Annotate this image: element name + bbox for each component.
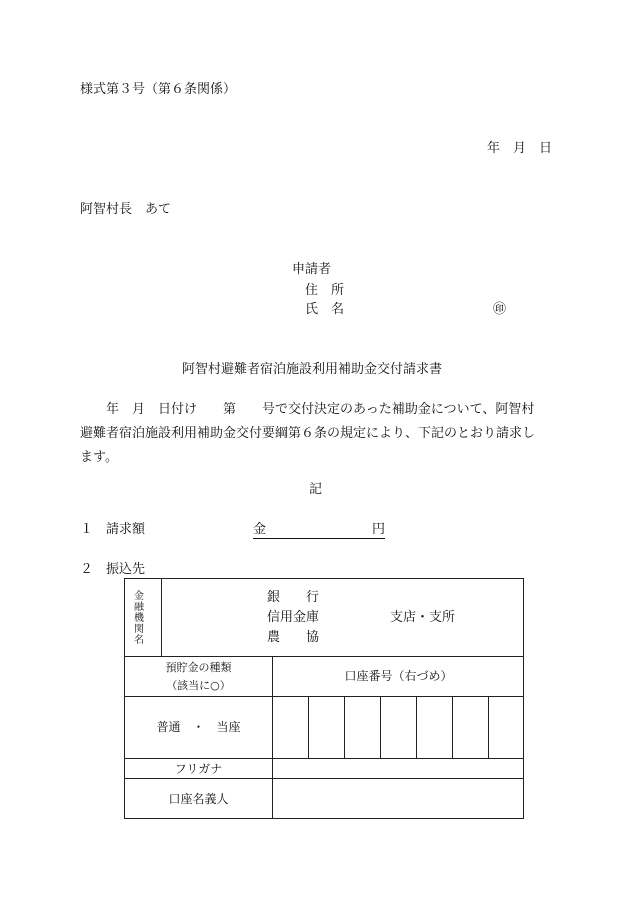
deposit-type-note: （該当に○） (166, 679, 231, 692)
item2-number: ２ (80, 562, 94, 577)
bank-transfer-table (124, 578, 524, 819)
applicant-heading: 申請者 (292, 262, 332, 277)
body-line: ます。 (80, 450, 118, 465)
body-line: 年 月 日付け 第 号で交付決定のあった補助金について、阿智村 (80, 402, 535, 417)
amount-prefix: 金 (253, 522, 267, 537)
body-paragraph (80, 398, 552, 470)
account-number-header: 口座番号（右づめ） (344, 669, 453, 683)
deposit-type-header: 預貯金の種類 (165, 661, 232, 674)
institution-bank: 銀 行 (267, 590, 320, 605)
account-number-input[interactable] (273, 697, 524, 758)
institution-label-char: 機 (134, 613, 144, 624)
date-line: 年 月 日 (487, 141, 553, 156)
institution-shinkin: 信用金庫 (267, 610, 320, 625)
body-line: 避難者宿泊施設利用補助金交付要綱第６条の規定により、下記のとおり請求し (80, 426, 536, 441)
account-holder-label: 口座名義人 (168, 792, 229, 806)
furigana-input[interactable] (273, 759, 524, 778)
item1-label: 請求額 (106, 522, 146, 537)
amount-field[interactable] (253, 523, 385, 539)
form-number: 様式第３号（第６条関係） (80, 82, 237, 97)
applicant-name-label: 氏 名 (305, 302, 345, 317)
addressee: 阿智村長 あて (80, 202, 172, 217)
institution-label (133, 591, 145, 646)
deposit-type-options[interactable]: 普通 ・ 当座 (156, 720, 241, 734)
institution-label-char: 金 (134, 591, 144, 602)
institution-label-char: 融 (134, 602, 144, 613)
divider (161, 579, 162, 656)
institution-nokyo: 農 協 (267, 630, 320, 645)
furigana-label: フリガナ (174, 762, 223, 776)
institution-label-char: 名 (134, 635, 144, 646)
ki-heading: 記 (309, 482, 323, 497)
amount-suffix: 円 (371, 522, 385, 537)
item1-number: １ (80, 522, 94, 537)
item2-label: 振込先 (106, 562, 146, 577)
applicant-address-label: 住 所 (305, 283, 345, 298)
institution-label-char: 関 (134, 624, 144, 635)
document-title: 阿智村避難者宿泊施設利用補助金交付請求書 (182, 362, 443, 377)
account-holder-input[interactable] (273, 779, 524, 818)
seal-mark: ㊞ (493, 302, 507, 317)
institution-branch: 支店・支所 (390, 610, 456, 625)
divider (125, 656, 523, 657)
